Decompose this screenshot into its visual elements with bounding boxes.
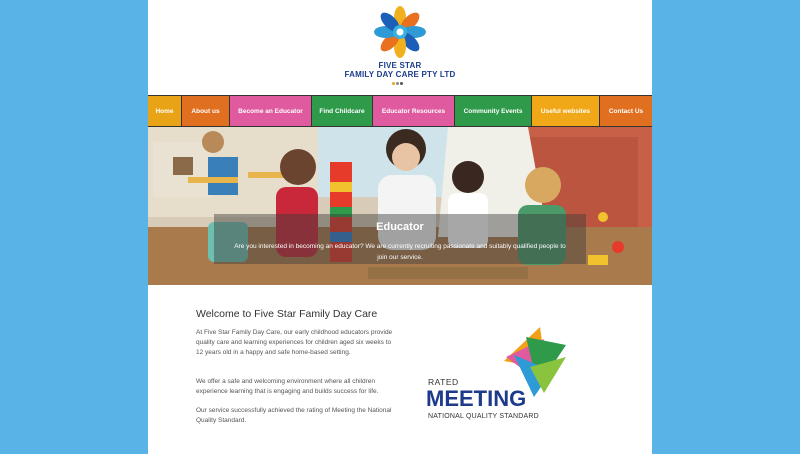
brand-name: FIVE STAR: [378, 61, 422, 70]
brand-subtitle: FAMILY DAY CARE PTY LTD: [344, 70, 456, 79]
nav-item-community-events[interactable]: Community Events: [455, 96, 532, 126]
nqs-meeting-label: MEETING: [426, 386, 527, 411]
welcome-paragraph-3: Our service successfully achieved the rating of Meeting the National Quality Standard.: [196, 407, 392, 424]
nav-item-contact-us[interactable]: Contact Us: [600, 96, 652, 126]
nav-item-home[interactable]: Home: [148, 96, 182, 126]
flower-logo-icon[interactable]: [374, 6, 426, 58]
nav-item-find-childcare[interactable]: Find Childcare: [312, 96, 373, 126]
main-content: [148, 285, 652, 454]
site-header: [148, 0, 652, 95]
nav-item-become-an-educator[interactable]: Become an Educator: [230, 96, 312, 126]
hero-banner[interactable]: [148, 127, 652, 285]
nqs-rated-label: RATED: [428, 377, 459, 387]
nav-item-educator-resources[interactable]: Educator Resources: [373, 96, 455, 126]
logo-dots: [392, 82, 408, 88]
hero-title: Educator: [376, 221, 424, 233]
nqs-standard-label: NATIONAL QUALITY STANDARD: [428, 413, 539, 420]
page-container: [148, 0, 652, 454]
welcome-heading: Welcome to Five Star Family Day Care: [196, 308, 378, 320]
hero-text: Are you interested in becoming an educator? We are currently recruiting passionate and suitably qualified people to join our service.: [234, 243, 566, 261]
main-nav: [148, 95, 652, 127]
welcome-paragraph-1: At Five Star Family Day Care, our early childhood educators provide quality care and learning experiences for children aged six weeks to 12 years old in a happy and safe home-based setting.: [196, 329, 393, 356]
nav-item-about-us[interactable]: About us: [182, 96, 230, 126]
welcome-paragraph-2: We offer a safe and welcoming environment where all children experience learning that is engaging and builds success for life.: [196, 378, 379, 395]
nav-item-useful-websites[interactable]: Useful websites: [532, 96, 600, 126]
